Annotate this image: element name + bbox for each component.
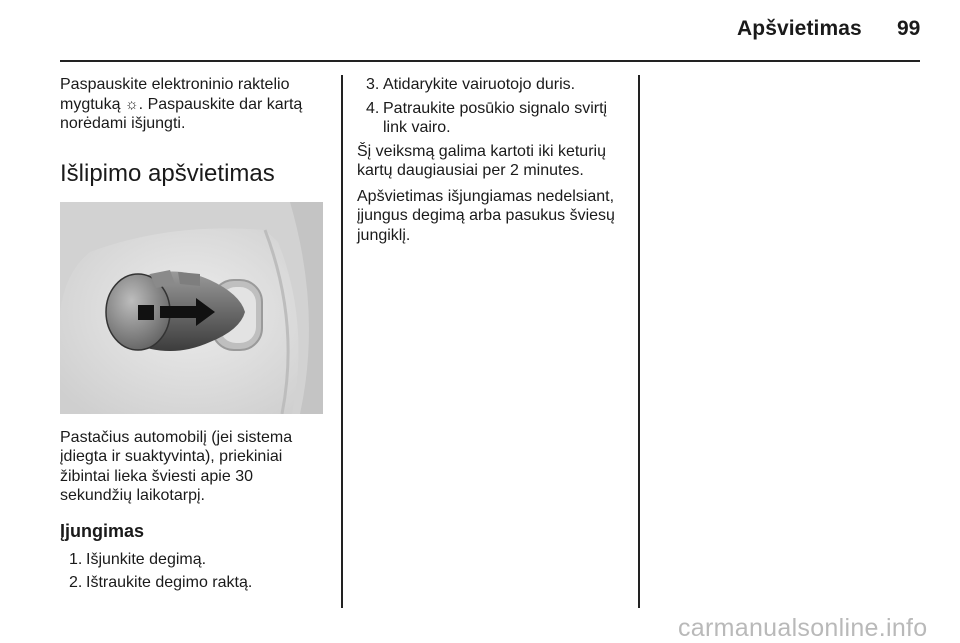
key-illustration: [60, 202, 323, 414]
column-divider-right: [638, 75, 640, 608]
step-number: 4.: [366, 99, 380, 117]
header-rule: [60, 60, 920, 62]
section-title: Išlipimo apšvietimas: [60, 159, 275, 187]
watermark: carmanualsonline.info: [678, 614, 928, 642]
column-divider-left: [341, 75, 343, 608]
intro-paragraph: [60, 75, 325, 134]
step-text: Atidarykite vairuotojo duris.: [383, 76, 576, 93]
intro-text-end: . Paspauskite dar kartą norėdami išjungti.: [60, 95, 303, 132]
list-item: [357, 99, 627, 138]
column-2: [357, 75, 627, 251]
repeat-paragraph: Šį veiksmą galima kartoti iki keturių kartų daugiausiai per 2 minutes.: [357, 142, 606, 179]
step-text: Ištraukite degimo raktą.: [86, 574, 253, 591]
step-text: Išjunkite degimą.: [86, 550, 207, 568]
sun-icon: ☼: [124, 95, 139, 113]
subheading: Įjungimas: [60, 520, 145, 541]
list-item: [357, 75, 627, 95]
steps-list-2: [357, 75, 627, 138]
header-title: Apšvietimas: [737, 17, 862, 40]
step-number: 1.: [69, 550, 83, 568]
list-item: [60, 573, 325, 593]
off-paragraph: Apšvietimas išjungiamas nedelsiant, įjungus degimą arba pasukus šviesų jungiklį.: [357, 187, 615, 244]
intro-text-start: Paspauskite elektroninio raktelio mygtuką: [60, 76, 290, 113]
step-number: 3.: [366, 76, 380, 93]
figure-caption: Pastačius automobilį (jei sistema įdiegta ir suaktyvinta), priekiniai žibintai lieka šviesti apie 30 sekundžių laikotarpį.: [60, 428, 293, 504]
key-turn-arrow-illustration: [60, 202, 323, 414]
step-text: Patraukite posūkio signalo svirtį link vairo.: [383, 99, 608, 136]
column-1: [60, 75, 325, 597]
list-item: [60, 550, 325, 570]
steps-list-1: [60, 550, 325, 593]
step-number: 2.: [69, 574, 83, 591]
page-number: 99: [897, 17, 921, 40]
